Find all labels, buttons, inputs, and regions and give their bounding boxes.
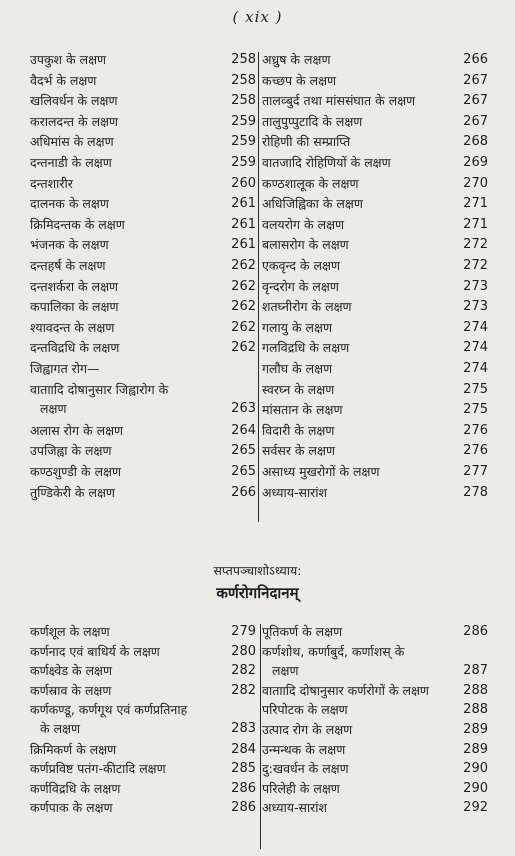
toc-entry-title: जिह्वागत रोग—: [30, 361, 100, 376]
toc-entry-page: 287: [463, 662, 488, 678]
toc-entry-page: 289: [463, 722, 488, 737]
toc-entry-title: दु:खवर्धन के लक्षण: [262, 761, 349, 777]
toc-entry-page: 273: [463, 299, 488, 315]
toc-entry-title: स्वरघ्न के लक्षण: [262, 381, 335, 397]
toc-entry-title-continued: लक्षण: [40, 400, 67, 416]
toc-entry-title: वलयरोग के लक्षण: [262, 216, 345, 232]
toc-entry-page: 261: [231, 196, 256, 212]
toc-entry-title: भंजनक के लक्षण: [30, 237, 109, 253]
toc-entry-page: 274: [463, 319, 488, 335]
toc-entry-title: अलास रोग के लक्षण: [30, 422, 124, 438]
toc-entry-page: 276: [463, 422, 488, 438]
toc-entry-title: उपकुश के लक्षण: [30, 52, 107, 67]
toc-entry-page: 288: [463, 682, 488, 698]
toc-entry-title: कण्ठशालूक के लक्षण: [262, 175, 359, 191]
toc-entry-title: अध्याय-सारांश: [262, 800, 328, 816]
toc-entry-title: विदारी के लक्षण: [262, 422, 335, 438]
toc-entry-page: 284: [231, 741, 256, 757]
toc-entry-title: खलिवर्धन के लक्षण: [30, 93, 118, 109]
toc-entry-title: तालव्बुर्द तथा मांससंघात के लक्षण: [262, 93, 416, 109]
toc-entry-page: 263: [231, 400, 256, 416]
toc-entry-title: कर्णविद्रधि के लक्षण: [30, 780, 121, 796]
toc-entry-page: 277: [463, 464, 488, 479]
toc-entry-title: गलौघ के लक्षण: [262, 361, 333, 376]
toc-entry-page: 275: [463, 381, 488, 397]
toc-entry-page: 261: [231, 216, 256, 232]
toc-entry-title: कर्णक्ष्वेड के लक्षण: [30, 663, 113, 679]
toc-entry-page: 283: [231, 721, 256, 737]
toc-entry-title: कर्णपाक के लक्षण: [30, 800, 113, 816]
toc-entry-title: दन्तशर्करा के लक्षण: [30, 278, 119, 294]
column-divider: [258, 52, 259, 522]
toc-entry-page: 258: [231, 93, 256, 109]
toc-entry-title: गलविद्रधि के लक्षण: [262, 340, 350, 356]
toc-entry-title: परिलेही के लक्षण: [262, 780, 340, 796]
toc-entry-title: सर्वसर के लक्षण: [262, 443, 335, 459]
toc-entry-page: 273: [463, 278, 488, 294]
toc-entry-title: तालुपुप्पुटादि के लक्षण: [262, 113, 363, 129]
toc-entry-page: 282: [231, 682, 256, 698]
toc-entry-page: 261: [231, 237, 256, 253]
toc-entry-title: कर्णस्राव के लक्षण: [30, 682, 112, 698]
toc-entry-title: उन्मन्थक के लक्षण: [262, 741, 346, 757]
toc-entry-page: 282: [231, 663, 256, 679]
toc-entry-page: 271: [463, 216, 488, 232]
toc-bottom-section: [0, 624, 515, 849]
toc-entry-title: तुण्डिकेरी के लक्षण: [30, 484, 115, 500]
toc-entry-page: 262: [231, 340, 256, 356]
toc-entry-page: 272: [463, 258, 488, 273]
toc-top-section: [0, 52, 515, 522]
toc-entry-page: 289: [463, 741, 488, 757]
toc-entry-title: अध्याय-सारांश: [262, 484, 328, 500]
toc-entry-page: 267: [463, 93, 488, 109]
toc-entry-page: 258: [231, 72, 256, 88]
toc-entry-page: 259: [231, 113, 256, 129]
toc-entry-page: 266: [231, 484, 256, 500]
toc-entry-title: कण्ठशुण्डी के लक्षण: [30, 464, 122, 479]
toc-entry-title: कर्णकण्डू, कर्णगूथ एवं कर्णप्रतिनाह: [30, 702, 188, 718]
toc-entry-page: 262: [231, 278, 256, 294]
toc-entry-title: रोहिणी की सम्प्राप्ति: [262, 134, 351, 150]
toc-entry-page: 265: [231, 464, 256, 479]
toc-entry-page: 262: [231, 258, 256, 273]
toc-entry-page: 267: [463, 113, 488, 129]
toc-entry-page: 270: [463, 175, 488, 191]
toc-entry-page: 268: [463, 134, 488, 150]
toc-entry-page: 267: [463, 72, 488, 88]
toc-entry-title: उपजिह्वा के लक्षण: [30, 443, 112, 459]
toc-entry-title: वृन्दरोग के लक्षण: [262, 278, 339, 294]
toc-entry-title-continued: लक्षण: [272, 662, 299, 678]
toc-entry-page: 266: [463, 52, 488, 67]
toc-entry-title: क्रिमिदन्तक के लक्षण: [30, 216, 125, 232]
toc-entry-page: 286: [231, 800, 256, 816]
toc-entry-title: वैदर्भ के लक्षण: [30, 72, 97, 88]
toc-entry-title: मांसतान के लक्षण: [262, 402, 343, 418]
toc-entry-page: 275: [463, 402, 488, 418]
column-divider: [260, 624, 261, 849]
toc-entry-page: 269: [463, 155, 488, 170]
toc-entry-title: दन्तनाडी के लक्षण: [30, 155, 112, 170]
chapter-subtitle: सप्तपञ्चाशोऽध्याय:: [213, 563, 302, 578]
toc-entry-title: वाताादि दोषानुसार जिह्वारोग के: [30, 381, 169, 397]
toc-entry-title: बलासरोग के लक्षण: [262, 237, 349, 253]
toc-entry-title: उत्पाद रोग के लक्षण: [262, 722, 353, 737]
toc-entry-title: कर्णशोथ, कर्णाबुर्द, कर्णाशस् के: [262, 643, 405, 659]
toc-entry-page: 264: [231, 422, 256, 438]
toc-entry-title: कर्णनाद एवं बाधिर्य के लक्षण: [30, 643, 160, 659]
toc-entry-page: 274: [463, 340, 488, 356]
toc-entry-page: 285: [231, 761, 256, 777]
toc-entry-title: श्यावदन्त के लक्षण: [30, 319, 115, 335]
page-number: ( xix ): [232, 8, 283, 26]
toc-entry-title: एकवृन्द के लक्षण: [262, 258, 340, 273]
toc-entry-title: कपालिका के लक्षण: [30, 299, 119, 315]
toc-entry-page: 260: [231, 175, 256, 191]
toc-entry-page: 271: [463, 196, 488, 212]
toc-entry-page: 280: [231, 643, 256, 659]
toc-entry-page: 288: [463, 702, 488, 718]
toc-entry-title: गलायु के लक्षण: [262, 319, 333, 335]
toc-entry-title: असाध्य मुखरोगों के लक्षण: [262, 464, 380, 479]
toc-entry-title: वाताादि दोषानुसार कर्णरोगों के लक्षण: [262, 682, 429, 698]
toc-entry-page: 262: [231, 319, 256, 335]
toc-entry-page: 259: [231, 155, 256, 170]
toc-entry-title-continued: के लक्षण: [40, 721, 81, 737]
toc-entry-page: 265: [231, 443, 256, 459]
toc-entry-title: करालदन्त के लक्षण: [30, 113, 119, 129]
toc-entry-title: दन्तविद्रधि के लक्षण: [30, 340, 120, 356]
toc-entry-title: क्रिमिकर्ण के लक्षण: [30, 741, 117, 757]
toc-entry-page: 276: [463, 443, 488, 459]
toc-entry-title: अध्रुष के लक्षण: [262, 52, 331, 67]
toc-entry-page: 278: [463, 484, 488, 500]
toc-entry-title: अधिमांस के लक्षण: [30, 134, 114, 150]
toc-entry-page: 272: [463, 237, 488, 253]
toc-entry-title: कच्छप के लक्षण: [262, 72, 337, 88]
chapter-title: कर्णरोगनिदानम्: [216, 584, 299, 602]
toc-entry-page: 258: [231, 52, 256, 67]
toc-entry-page: 262: [231, 299, 256, 315]
toc-entry-page: 286: [231, 780, 256, 796]
toc-entry-title: दालनक के लक्षण: [30, 196, 109, 212]
toc-entry-title: पूतिकर्ण के लक्षण: [262, 624, 343, 639]
toc-entry-title: दन्तशारीर: [30, 175, 73, 191]
toc-entry-page: 290: [463, 761, 488, 777]
toc-entry-page: 286: [463, 624, 488, 639]
toc-entry-title: शतघ्नीरोग के लक्षण: [262, 299, 352, 315]
toc-entry-page: 259: [231, 134, 256, 150]
toc-entry-page: 292: [463, 800, 488, 816]
toc-entry-title: परिपोटक के लक्षण: [262, 702, 348, 718]
toc-entry-title: दन्तहर्ष के लक्षण: [30, 258, 106, 273]
toc-entry-title: वातजादि रोहिणियों के लक्षण: [262, 155, 391, 170]
toc-entry-page: 279: [231, 624, 256, 639]
toc-entry-page: 290: [463, 780, 488, 796]
toc-entry-title: अधिजिह्विका के लक्षण: [262, 196, 363, 212]
toc-entry-title: कर्णप्रविष्ट पतंग-कीटादि लक्षण: [30, 761, 166, 777]
toc-entry-title: कर्णशूल के लक्षण: [30, 624, 110, 639]
toc-entry-page: 274: [463, 361, 488, 376]
